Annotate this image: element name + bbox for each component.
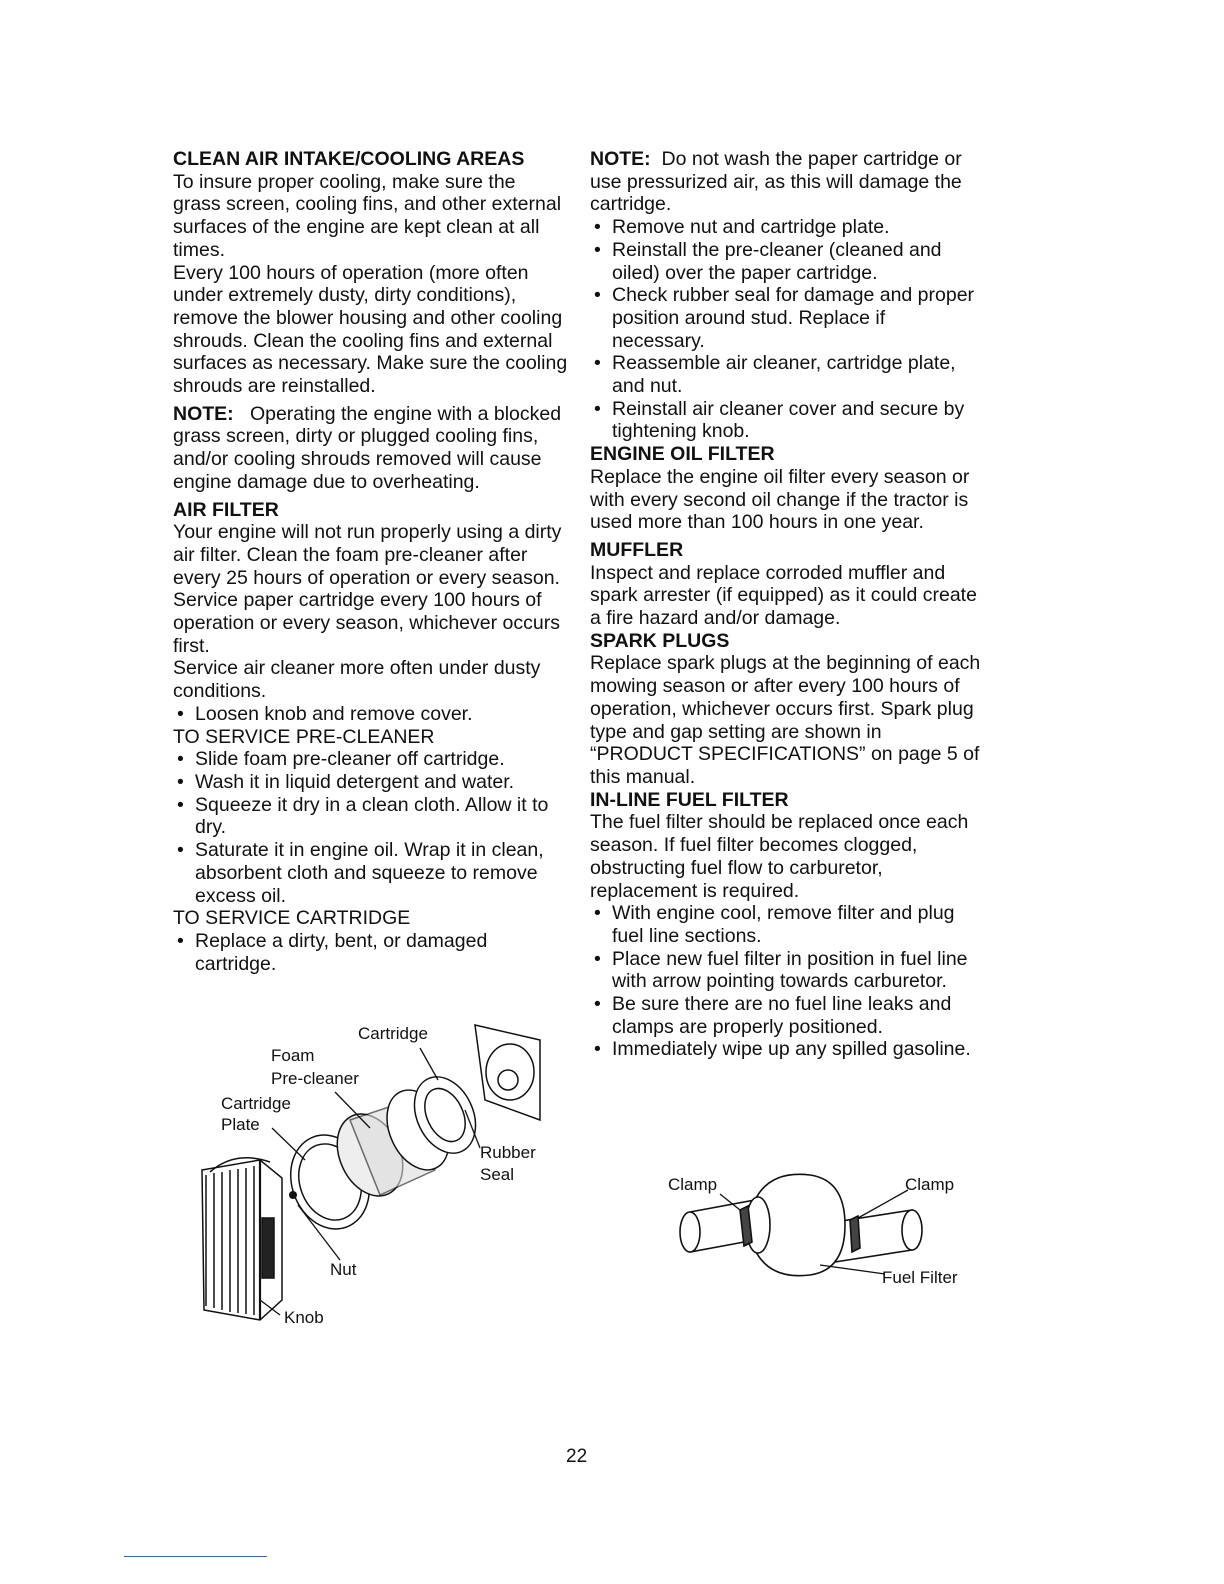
label-fuel-filter: Fuel Filter — [882, 1268, 958, 1287]
list-item: • Loosen knob and remove cover. — [173, 703, 568, 726]
fuel-line-right — [835, 1210, 912, 1262]
list-item: • Place new fuel filter in position in fuel line with arrow pointing towards carburetor. — [590, 948, 982, 993]
air-filter-paragraph-2: Service air cleaner more often under dusty conditions. — [173, 657, 541, 703]
air-filter-heading: AIR FILTER — [173, 498, 279, 521]
muffler-heading: MUFFLER — [590, 538, 684, 561]
label-knob: Knob — [284, 1308, 324, 1327]
list-item: • Reinstall air cleaner cover and secure by tightening knob. — [590, 398, 982, 443]
label-rubber: Rubber — [480, 1143, 536, 1162]
pre-cleaner-subheading: TO SERVICE PRE-CLEANER — [173, 725, 435, 748]
label-seal: Seal — [480, 1165, 515, 1184]
fuel-filter-text: The fuel filter should be replaced once each season. If fuel filter becomes clogged, obstructing fuel flow to carburetor, replacement is required. — [590, 811, 969, 902]
spark-plugs-heading: SPARK PLUGS — [590, 629, 730, 652]
oil-filter-text: Replace the engine oil filter every season or with every second oil change if the tractor is used more than 100 hours in one year. — [590, 465, 970, 534]
fuel-line-right-end — [902, 1210, 922, 1250]
list-item: • Replace a dirty, bent, or damaged cartridge. — [173, 930, 568, 975]
nut-icon — [289, 1191, 297, 1199]
right-column — [590, 148, 982, 1061]
list-item: • With engine cool, remove filter and plug fuel line sections. — [590, 902, 982, 947]
clean-air-heading: CLEAN AIR INTAKE/COOLING AREAS — [173, 148, 525, 170]
footer-divider — [124, 1556, 267, 1557]
cartridge-subheading: TO SERVICE CARTRIDGE — [173, 907, 411, 930]
engine-note — [173, 403, 568, 494]
fuel-filter-heading: IN-LINE FUEL FILTER — [590, 788, 789, 811]
label-foam: Foam — [271, 1046, 315, 1065]
list-item: • Check rubber seal for damage and proper position around stud. Replace if necessary. — [590, 284, 982, 352]
air-cleaner-figure — [190, 1010, 580, 1340]
clean-air-paragraph-2: Every 100 hours of operation (more often under extremely dusty, dirty conditions), remove the blower housing and other cooling shrouds. Clean the cooling fins and external surfaces as necessary. Make sure the cooling shrouds are reinstalled. — [173, 261, 568, 398]
label-clamp-right: Clamp — [905, 1175, 955, 1194]
note-text: Operating the engine with a blocked grass screen, dirty or plugged cooling fins, and/or cooling shrouds removed will cause engine damage due to overheating. — [173, 402, 562, 493]
list-item: • Remove nut and cartridge plate. — [590, 216, 982, 239]
list-item: • Wash it in liquid detergent and water. — [173, 771, 568, 794]
label-cartridge-plate-line2: Plate — [221, 1115, 260, 1134]
air-cleaner-drawing — [190, 1010, 580, 1340]
clean-air-paragraph-1: To insure proper cooling, make sure the grass screen, cooling fins, and other external surfaces of the engine are kept clean at all times. — [173, 170, 562, 261]
list-item: • Reassemble air cleaner, cartridge plate, and nut. — [590, 352, 982, 397]
list-item: • Be sure there are no fuel line leaks and clamps are properly positioned. — [590, 993, 982, 1038]
note-label: NOTE: — [590, 148, 651, 170]
fuel-line-left-end — [680, 1212, 700, 1252]
air-cleaner-cover — [202, 1158, 282, 1320]
list-item: • Slide foam pre-cleaner off cartridge. — [173, 748, 568, 771]
note-text: Do not wash the paper cartridge or use pressurized air, as this will damage the cartridge. — [590, 148, 962, 216]
label-pre-cleaner: Pre-cleaner — [271, 1069, 359, 1088]
page-number: 22 — [566, 1446, 588, 1467]
spark-plugs-text: Replace spark plugs at the beginning of each mowing season or after every 100 hours of operation, whichever occurs first. Spark plug type and gap setting are shown in “PRODUCT SPECIFICATIONS” on page 5 of this manual. — [590, 652, 981, 788]
air-filter-paragraph-1: Your engine will not run properly using a dirty air filter. Clean the foam pre-cleaner after every 25 hours of operation or every season. Service paper cartridge every 100 hours of operation or every season, whichever occurs first. — [173, 521, 562, 657]
fuel-filter-figure — [660, 1170, 980, 1290]
cartridge-note — [590, 148, 982, 216]
muffler-text: Inspect and replace corroded muffler and spark arrester (if equipped) as it could create a fire hazard and/or damage. — [590, 561, 977, 630]
list-item: • Immediately wipe up any spilled gasoline. — [590, 1038, 982, 1061]
label-cartridge: Cartridge — [358, 1024, 428, 1043]
label-clamp-left: Clamp — [668, 1175, 718, 1194]
clamp-right-icon — [850, 1216, 860, 1252]
label-cartridge-plate-line1: Cartridge — [221, 1094, 291, 1113]
list-item: • Squeeze it dry in a clean cloth. Allow it to dry. — [173, 794, 568, 839]
left-column — [173, 148, 568, 975]
cartridge-reassembly-steps — [590, 216, 982, 443]
note-label: NOTE: — [173, 402, 234, 425]
loosen-list — [173, 703, 568, 726]
pre-cleaner-steps — [173, 748, 568, 907]
list-item: • Saturate it in engine oil. Wrap it in clean, absorbent cloth and squeeze to remove excess oil. — [173, 839, 568, 907]
oil-filter-heading: ENGINE OIL FILTER — [590, 443, 775, 466]
list-item: • Reinstall the pre-cleaner (cleaned and oiled) over the paper cartridge. — [590, 239, 982, 284]
cartridge-steps — [173, 930, 568, 975]
fuel-filter-steps — [590, 902, 982, 1061]
label-nut: Nut — [330, 1260, 357, 1279]
